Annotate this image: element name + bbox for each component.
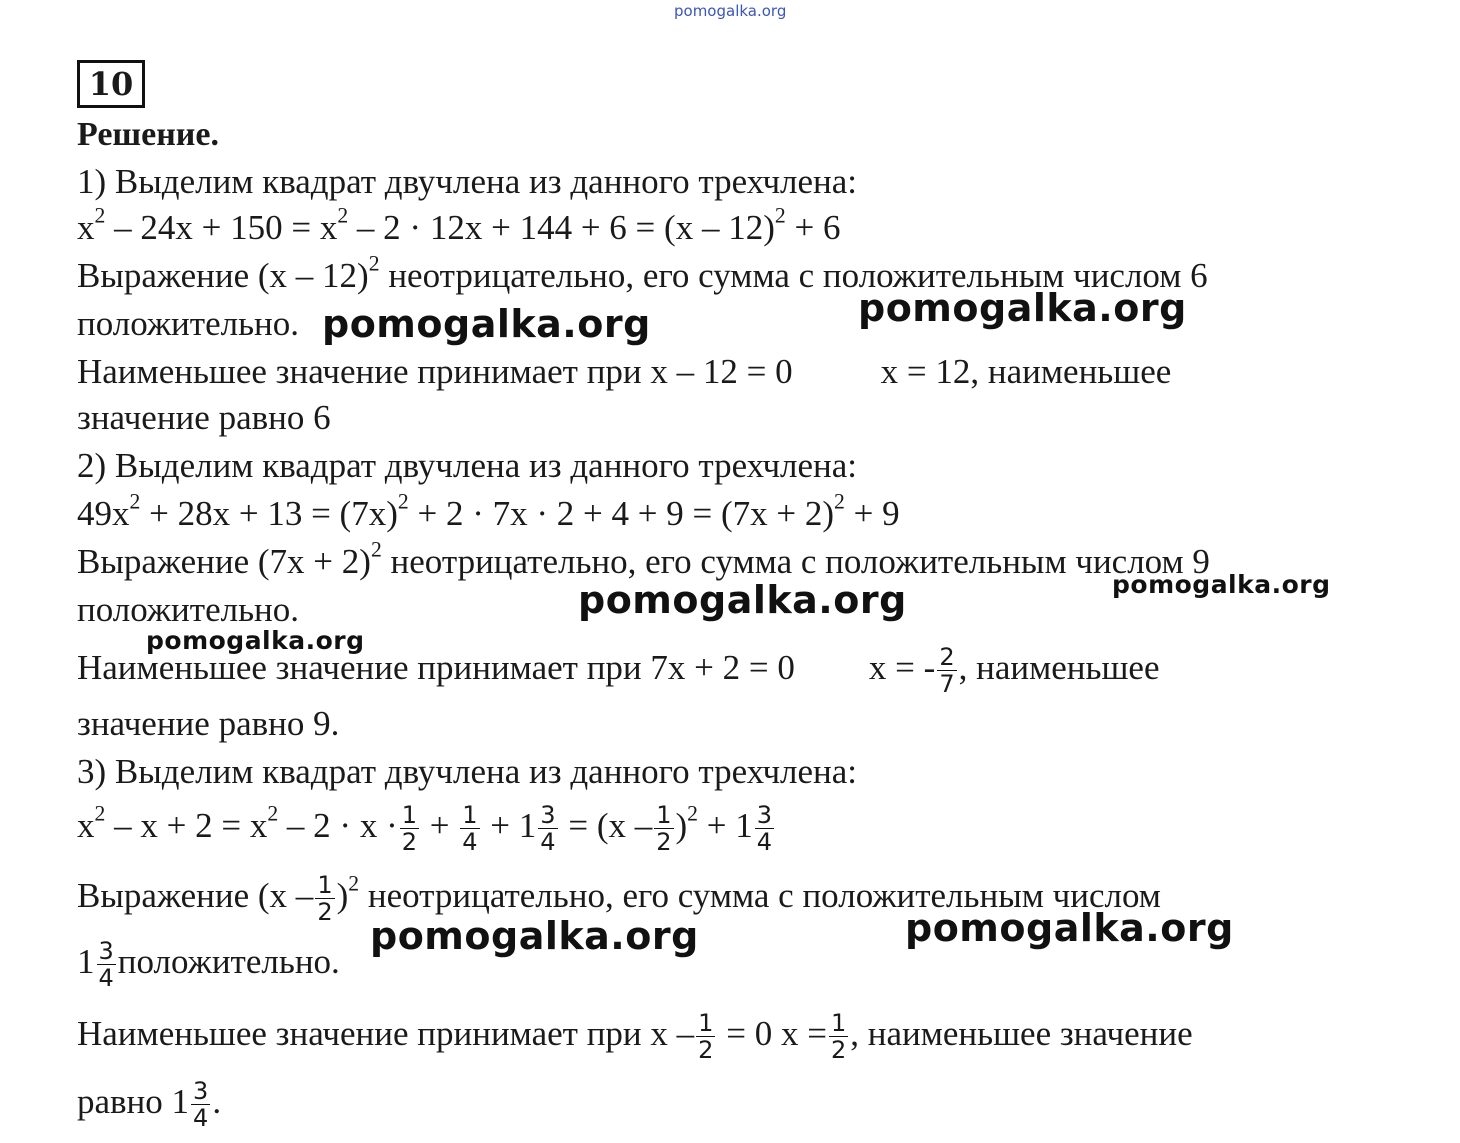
fraction: $\frac{3}{4}$	[540, 801, 556, 857]
part3-answer: равно 1 $\frac{3}{4}$ .	[77, 1077, 222, 1133]
fraction: $\frac{3}{4}$	[98, 937, 114, 993]
part1-expression: Выражение (x – 12)$^2$ неотрицательно, его сумма с положительным числом 6	[77, 251, 1208, 295]
site-header-link[interactable]: pomogalka.org	[674, 2, 787, 20]
fraction: $\frac{1}{4}$	[462, 801, 478, 857]
watermark: pomogalka.org	[1112, 570, 1331, 599]
part3-intro: 3) Выделим квадрат двучлена из данного трехчлена:	[77, 752, 858, 791]
fraction: $\frac{1}{2}$	[698, 1009, 714, 1065]
watermark: pomogalka.org	[370, 914, 699, 958]
fraction: $\frac{3}{4}$	[193, 1077, 209, 1133]
fraction: $\frac{1}{2}$	[317, 871, 333, 927]
watermark: pomogalka.org	[578, 578, 907, 622]
watermark: pomogalka.org	[146, 626, 365, 655]
part2-intro: 2) Выделим квадрат двучлена из данного трехчлена:	[77, 446, 858, 485]
part1-intro: 1) Выделим квадрат двучлена из данного трехчлена:	[77, 162, 858, 201]
part2-minimum-value: значение равно 9.	[77, 704, 340, 743]
part3-positive: 1 $\frac{3}{4}$ положительно.	[77, 937, 340, 993]
part1-positive: положительно.	[77, 304, 300, 343]
fraction: $\frac{1}{2}$	[401, 801, 418, 857]
part1-equation: $x^2 - 24x + 150 = x^2 - 2 \cdot 12x + 144 + 6 = (x - 12)^2 + 6$	[77, 203, 841, 247]
part3-equation: $x^2 - x + 2 = x^2 - 2 \cdot x$ · $\frac{1}{2}$ + $\frac{1}{4}$ + 1 $\frac{3}{4}$ = (x – $\frac{1}{2}$ )$^2$ + 1 $\frac{3}{4}$	[77, 801, 773, 857]
problem-number: 10	[77, 60, 145, 108]
part3-expression: Выражение (x – $\frac{1}{2}$ )$^2$ неотрицательно, его сумма с положительным числом	[77, 871, 1161, 927]
watermark: pomogalka.org	[858, 286, 1187, 330]
fraction: $\frac{1}{2}$	[830, 1009, 847, 1065]
watermark: pomogalka.org	[905, 906, 1234, 950]
fraction: $\frac{1}{2}$	[656, 801, 672, 857]
fraction: $\frac{3}{4}$	[756, 801, 773, 857]
watermark: pomogalka.org	[322, 302, 651, 346]
part1-minimum-value: значение равно 6	[77, 398, 331, 437]
part3-minimum: Наименьшее значение принимает при x – $\frac{1}{2}$ = 0 x = $\frac{1}{2}$ , наименьшее значение	[77, 1009, 1193, 1065]
part1-minimum: Наименьшее значение принимает при x – 12 = 0 x = 12, наименьшее	[77, 352, 1172, 391]
part2-equation: $49x^2 + 28x + 13 = (7x)^2 + 2 \cdot 7x \cdot 2 + 4 + 9 = (7x + 2)^2 + 9$	[77, 489, 900, 533]
solution-heading: Решение.	[77, 116, 219, 153]
part2-minimum: Наименьшее значение принимает при 7x + 2 = 0 x = - $\frac{2}{7}$ , наименьшее	[77, 643, 1160, 699]
fraction: $\frac{2}{7}$	[939, 643, 955, 699]
part2-expression: Выражение $(7x + 2)^2$ неотрицательно, его сумма с положительным числом 9	[77, 537, 1210, 581]
part2-positive: положительно.	[77, 590, 300, 629]
